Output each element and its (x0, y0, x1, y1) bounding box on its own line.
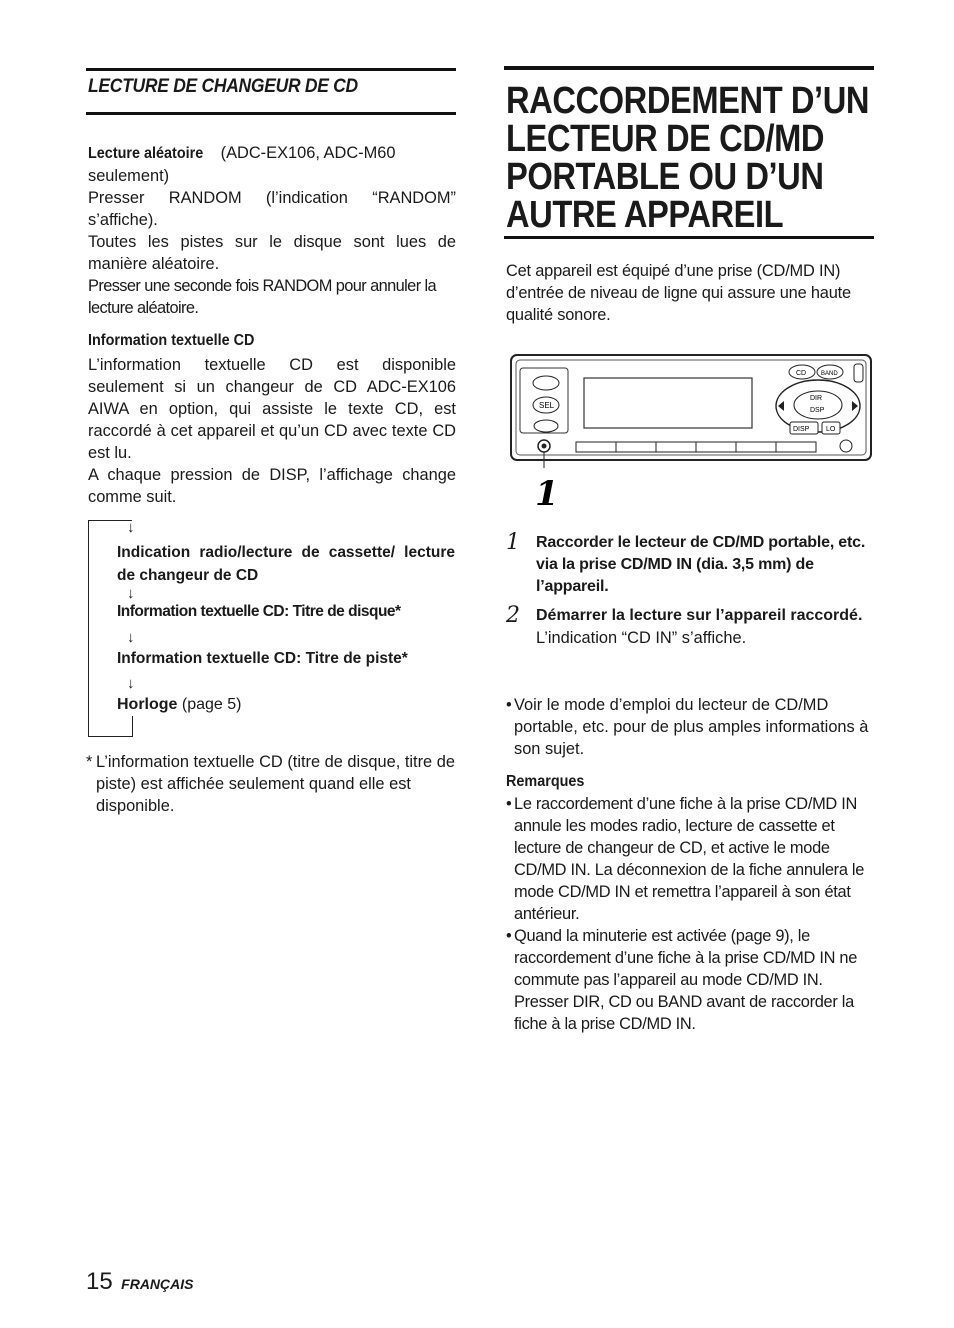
remarks-section (506, 771, 876, 1035)
footnote-star: * (86, 753, 93, 771)
footnote-text: L’information textuelle CD (titre de disque, titre de piste) est affichée seulement quand elle est disponible. (96, 753, 455, 815)
section-title: LECTURE DE CHANGEUR DE CD (88, 76, 358, 97)
cdtext-p2: A chaque pression de DISP, l’affichage change comme suit. (88, 466, 456, 506)
flow-bracket-top (88, 520, 132, 521)
lo-label: LO (826, 426, 836, 433)
cdtext-heading: Information textuelle CD (88, 332, 255, 349)
band-button-left (533, 376, 559, 390)
title-bottom-rule (504, 236, 874, 239)
sel-label: SEL (539, 401, 555, 410)
section-top-rule (86, 68, 456, 71)
step-2-note: L’indication “CD IN” s’affiche. (536, 629, 747, 647)
page-title (506, 80, 870, 236)
mute-button (534, 420, 558, 432)
page-number: 15 (86, 1268, 113, 1295)
flow-bracket-tail (132, 716, 133, 737)
section-bottom-rule (86, 112, 456, 115)
cd-label: CD (796, 370, 807, 377)
flow-arrow-3: ↓ (127, 675, 135, 692)
flow-item-4 (117, 696, 242, 714)
step-2-number: 2 (506, 603, 520, 628)
page-footer (86, 1268, 194, 1296)
see-also-bullet: • (506, 696, 512, 714)
title-line-3: PORTABLE OU D’UN (506, 156, 824, 198)
step-2 (506, 605, 876, 649)
display-window (584, 378, 752, 428)
title-line-4: AUTRE APPAREIL (506, 194, 784, 236)
step-2-text: Démarrer la lecture sur l’appareil raccordé. (536, 607, 863, 624)
random-p2: Toutes les pistes sur le disque sont lues de manière aléatoire. (88, 233, 456, 273)
cd-md-in-jack-core (542, 444, 547, 449)
remark-2-bullet: • (506, 927, 512, 945)
random-section (88, 142, 456, 319)
stereo-illustration (506, 350, 876, 510)
flow-arrow-0: ↓ (127, 519, 135, 536)
flow-arrow-1: ↓ (127, 585, 135, 602)
flow-item-3: Information textuelle CD: Titre de piste* (117, 650, 408, 667)
random-p3: Presser une seconde fois RANDOM pour annuler la lecture aléatoire. (88, 277, 437, 317)
remark-1-bullet: • (506, 795, 512, 813)
flow-item-4-bold: Horloge (117, 696, 178, 713)
remark-1 (506, 793, 876, 925)
disp-label: DISP (793, 426, 810, 433)
remark-2 (506, 925, 876, 1035)
see-also-text: Voir le mode d’emploi du lecteur de CD/MD portable, etc. pour de plus amples informations à son sujet. (514, 696, 869, 758)
random-heading (88, 142, 456, 187)
remarks-heading: Remarques (506, 773, 585, 790)
footnote (86, 751, 456, 817)
flow-bracket-bottom (88, 736, 132, 737)
title-line-1: RACCORDEMENT D’UN (506, 80, 870, 122)
step-1-text: Raccorder le lecteur de CD/MD portable, etc. via la prise CD/MD IN (dia. 3,5 mm) de l’appareil. (536, 534, 866, 595)
random-p1: Presser RANDOM (l’indication “RANDOM” s’affiche). (88, 189, 456, 229)
see-also (506, 694, 876, 760)
footer-language: FRANÇAIS (121, 1276, 194, 1292)
volume-knob (840, 440, 852, 452)
release-button (854, 364, 863, 382)
flow-item-1: Indication radio/lecture de cassette/ lecture de changeur de CD (117, 544, 455, 584)
random-heading-label: Lecture aléatoire (88, 145, 204, 162)
dir-label: DIR (810, 395, 823, 402)
flow-item-2: Information textuelle CD: Titre de disque* (117, 603, 401, 620)
step-1-number: 1 (506, 530, 520, 555)
step-1 (506, 532, 876, 598)
random-heading-suffix: (ADC-EX106, ADC-M60 seulement) (88, 144, 396, 185)
intro-text: Cet appareil est équipé d’une prise (CD/MD IN) d’entrée de niveau de ligne qui assure une haute qualité sonore. (506, 262, 851, 324)
flow-item-4-rest: (page 5) (177, 696, 242, 713)
flow-bracket-left (88, 520, 89, 736)
cdtext-p1: L’information textuelle CD est disponible seulement si un changeur de CD ADC-EX106 AIWA en option, qui assiste le texte CD, est raccordé à cet appareil et qu’un CD avec texte CD est lu. (88, 356, 456, 462)
remark-1-text: Le raccordement d’une fiche à la prise CD/MD IN annule les modes radio, lecture de cassette et lecture de changeur de CD, et active le mode CD/MD IN. La déconnexion de la fiche annulera le mode CD/MD IN et remettra l’appareil à son état antérieur. (514, 795, 865, 923)
dsp-label: DSP (810, 407, 825, 414)
remark-2-text: Quand la minuterie est activée (page 9), le raccordement d’une fiche à la prise CD/MD IN ne commute pas l’appareil au mode CD/MD IN. Presser DIR, CD ou BAND avant de raccorder la fiche à la prise CD/MD IN. (514, 927, 858, 1033)
cdtext-section (88, 330, 456, 508)
title-line-2: LECTEUR DE CD/MD (506, 118, 825, 160)
band-label: BAND (821, 371, 838, 377)
flow-arrow-2: ↓ (127, 629, 135, 646)
title-top-rule (504, 66, 874, 70)
callout-number: 1 (535, 474, 559, 510)
